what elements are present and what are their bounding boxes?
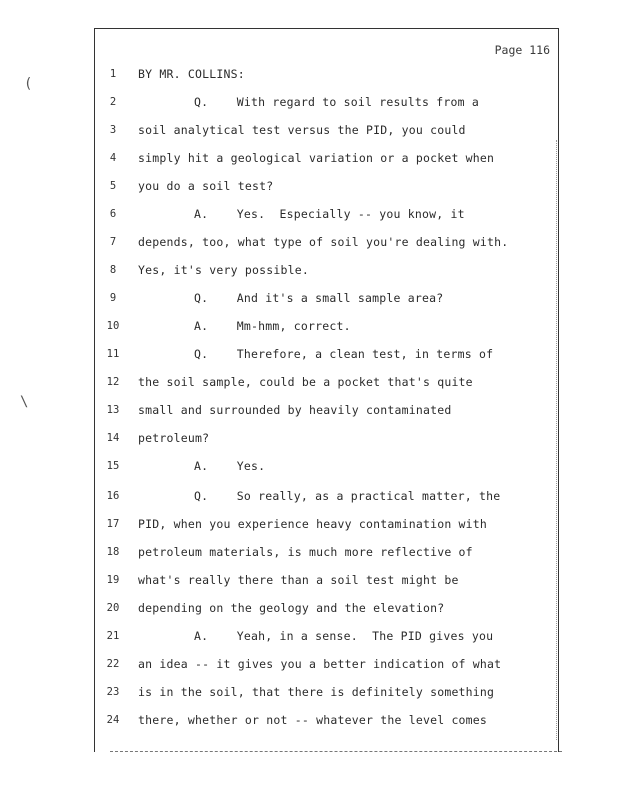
line-text: Q. And it's a small sample area? [194, 291, 444, 305]
transcript-line [0, 148, 619, 168]
transcript-line [0, 344, 619, 364]
line-text: petroleum? [138, 431, 210, 445]
line-text: soil analytical test versus the PID, you could [138, 123, 466, 137]
line-number: 21 [106, 630, 120, 642]
line-number: 7 [109, 236, 117, 248]
margin-scan-mark: \ [20, 394, 29, 410]
transcript-line [0, 204, 619, 224]
transcript-line [0, 120, 619, 140]
transcript-line [0, 428, 619, 448]
line-text: you do a soil test? [138, 179, 274, 193]
line-text: A. Mm-hmm, correct. [194, 319, 351, 333]
line-number: 11 [106, 348, 120, 360]
line-number: 13 [106, 404, 120, 416]
line-number: 9 [109, 292, 117, 304]
transcript-line [0, 654, 619, 674]
transcript-line [0, 260, 619, 280]
transcript-line [0, 316, 619, 336]
line-text: an idea -- it gives you a better indication of what [138, 657, 502, 671]
margin-scan-mark: ( [24, 76, 33, 92]
line-text: is in the soil, that there is definitely something [138, 685, 495, 699]
transcript-line [0, 682, 619, 702]
line-number: 16 [106, 490, 120, 502]
page-number: Page 116 [494, 43, 550, 57]
transcript-line [0, 64, 619, 84]
line-number: 22 [106, 658, 120, 670]
transcript-line [0, 542, 619, 562]
line-number: 24 [106, 714, 120, 726]
line-number: 10 [106, 320, 120, 332]
line-text: what's really there than a soil test might be [138, 573, 459, 587]
transcript-line [0, 514, 619, 534]
line-text: A. Yes. Especially -- you know, it [194, 207, 465, 221]
transcript-line [0, 232, 619, 252]
line-number: 4 [109, 152, 117, 164]
line-number: 18 [106, 546, 120, 558]
line-text: PID, when you experience heavy contamination with [138, 517, 488, 531]
line-text: depending on the geology and the elevation? [138, 601, 445, 615]
line-text: simply hit a geological variation or a pocket when [138, 151, 495, 165]
line-number: 23 [106, 686, 120, 698]
line-text: Yes, it's very possible. [138, 263, 309, 277]
line-text: Q. With regard to soil results from a [194, 95, 479, 109]
line-text: BY MR. COLLINS: [138, 67, 245, 81]
line-number: 20 [106, 602, 120, 614]
line-number: 1 [109, 68, 117, 80]
line-number: 5 [109, 180, 117, 192]
line-number: 6 [109, 208, 117, 220]
transcript-line [0, 710, 619, 730]
line-text: the soil sample, could be a pocket that's quite [138, 375, 473, 389]
transcript-line [0, 626, 619, 646]
transcript-line [0, 570, 619, 590]
transcript-line [0, 400, 619, 420]
transcript-line [0, 372, 619, 392]
line-text: small and surrounded by heavily contaminated [138, 403, 452, 417]
line-text: Q. Therefore, a clean test, in terms of [194, 347, 494, 361]
line-text: there, whether or not -- whatever the level comes [138, 713, 488, 727]
transcript-line [0, 176, 619, 196]
line-number: 3 [109, 124, 117, 136]
line-number: 17 [106, 518, 120, 530]
line-number: 2 [109, 96, 117, 108]
page-bottom-edge [110, 751, 562, 752]
line-text: Q. So really, as a practical matter, the [194, 489, 501, 503]
line-text: A. Yeah, in a sense. The PID gives you [194, 629, 494, 643]
line-text: A. Yes. [194, 459, 266, 473]
line-number: 8 [109, 264, 117, 276]
transcript-line [0, 598, 619, 618]
line-number: 12 [106, 376, 120, 388]
transcript-line [0, 92, 619, 112]
transcript-line [0, 456, 619, 476]
line-text: depends, too, what type of soil you're dealing with. [138, 235, 509, 249]
transcript-line [0, 288, 619, 308]
transcript-line [0, 486, 619, 506]
line-text: petroleum materials, is much more reflective of [138, 545, 473, 559]
line-number: 14 [106, 432, 120, 444]
line-number: 19 [106, 574, 120, 586]
line-number: 15 [106, 460, 120, 472]
